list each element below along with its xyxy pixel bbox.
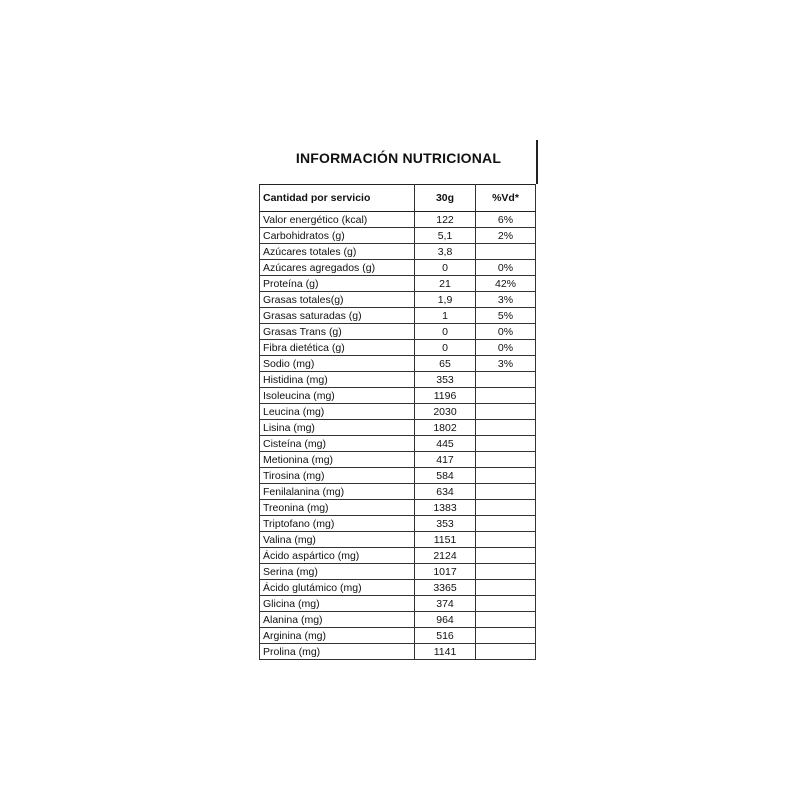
nutrient-quantity-cell: 21 — [415, 276, 476, 292]
table-row — [260, 628, 536, 644]
nutrition-label — [259, 140, 538, 660]
table-row — [260, 580, 536, 596]
nutrient-daily-value-cell: 6% — [476, 212, 536, 228]
nutrient-daily-value-cell — [476, 516, 536, 532]
table-row — [260, 244, 536, 260]
nutrient-daily-value-cell — [476, 500, 536, 516]
nutrient-daily-value-cell: 2% — [476, 228, 536, 244]
nutrient-daily-value-cell — [476, 468, 536, 484]
nutrient-quantity-cell: 3365 — [415, 580, 476, 596]
nutrient-name-cell: Carbohidratos (g) — [260, 228, 415, 244]
nutrient-name-cell: Metionina (mg) — [260, 452, 415, 468]
nutrient-daily-value-cell: 0% — [476, 324, 536, 340]
table-row — [260, 468, 536, 484]
nutrient-quantity-cell: 964 — [415, 612, 476, 628]
table-row — [260, 388, 536, 404]
nutrient-name-cell: Tirosina (mg) — [260, 468, 415, 484]
nutrient-name-cell: Grasas totales(g) — [260, 292, 415, 308]
nutrient-daily-value-cell — [476, 532, 536, 548]
nutrient-name-cell: Triptofano (mg) — [260, 516, 415, 532]
nutrient-quantity-cell: 1196 — [415, 388, 476, 404]
nutrient-daily-value-cell: 3% — [476, 356, 536, 372]
nutrient-quantity-cell: 0 — [415, 324, 476, 340]
table-row — [260, 532, 536, 548]
nutrient-quantity-cell: 1,9 — [415, 292, 476, 308]
label-title: INFORMACIÓN NUTRICIONAL — [295, 150, 502, 166]
nutrient-quantity-cell: 1151 — [415, 532, 476, 548]
nutrient-daily-value-cell — [476, 372, 536, 388]
nutrient-quantity-cell: 353 — [415, 516, 476, 532]
table-row — [260, 356, 536, 372]
nutrient-quantity-cell: 1141 — [415, 644, 476, 660]
table-row — [260, 644, 536, 660]
nutrient-daily-value-cell — [476, 436, 536, 452]
table-row — [260, 292, 536, 308]
table-row — [260, 212, 536, 228]
nutrient-name-cell: Grasas saturadas (g) — [260, 308, 415, 324]
nutrient-quantity-cell: 3,8 — [415, 244, 476, 260]
nutrient-name-cell: Serina (mg) — [260, 564, 415, 580]
nutrient-daily-value-cell — [476, 484, 536, 500]
nutrient-name-cell: Ácido glutámico (mg) — [260, 580, 415, 596]
nutrient-quantity-cell: 634 — [415, 484, 476, 500]
nutrient-daily-value-cell: 3% — [476, 292, 536, 308]
nutrient-name-cell: Proteína (g) — [260, 276, 415, 292]
nutrient-quantity-cell: 353 — [415, 372, 476, 388]
nutrition-table — [259, 184, 536, 660]
table-row — [260, 340, 536, 356]
nutrient-quantity-cell: 0 — [415, 260, 476, 276]
nutrient-daily-value-cell — [476, 612, 536, 628]
nutrient-name-cell: Prolina (mg) — [260, 644, 415, 660]
nutrient-name-cell: Isoleucina (mg) — [260, 388, 415, 404]
nutrient-daily-value-cell — [476, 420, 536, 436]
nutrient-quantity-cell: 5,1 — [415, 228, 476, 244]
table-row — [260, 596, 536, 612]
header-quantity: 30g — [415, 185, 476, 212]
nutrient-name-cell: Azúcares agregados (g) — [260, 260, 415, 276]
nutrient-daily-value-cell — [476, 644, 536, 660]
table-row — [260, 612, 536, 628]
nutrient-daily-value-cell: 0% — [476, 260, 536, 276]
nutrient-quantity-cell: 1383 — [415, 500, 476, 516]
nutrient-quantity-cell: 2124 — [415, 548, 476, 564]
table-row — [260, 500, 536, 516]
nutrient-quantity-cell: 122 — [415, 212, 476, 228]
nutrient-quantity-cell: 584 — [415, 468, 476, 484]
nutrient-name-cell: Lisina (mg) — [260, 420, 415, 436]
table-row — [260, 404, 536, 420]
table-row — [260, 276, 536, 292]
nutrient-name-cell: Glicina (mg) — [260, 596, 415, 612]
nutrient-daily-value-cell: 42% — [476, 276, 536, 292]
nutrient-name-cell: Fibra dietética (g) — [260, 340, 415, 356]
nutrient-quantity-cell: 1 — [415, 308, 476, 324]
nutrient-quantity-cell: 1017 — [415, 564, 476, 580]
nutrient-daily-value-cell — [476, 628, 536, 644]
header-daily-value: %Vd* — [476, 185, 536, 212]
nutrient-name-cell: Leucina (mg) — [260, 404, 415, 420]
label-edge-line — [536, 140, 538, 184]
nutrient-quantity-cell: 65 — [415, 356, 476, 372]
table-row — [260, 324, 536, 340]
nutrient-quantity-cell: 0 — [415, 340, 476, 356]
nutrient-quantity-cell: 374 — [415, 596, 476, 612]
nutrient-name-cell: Valina (mg) — [260, 532, 415, 548]
nutrient-name-cell: Histidina (mg) — [260, 372, 415, 388]
nutrient-daily-value-cell — [476, 244, 536, 260]
nutrient-name-cell: Alanina (mg) — [260, 612, 415, 628]
header-serving: Cantidad por servicio — [260, 185, 415, 212]
table-row — [260, 436, 536, 452]
nutrient-quantity-cell: 417 — [415, 452, 476, 468]
nutrient-quantity-cell: 1802 — [415, 420, 476, 436]
table-row — [260, 452, 536, 468]
table-row — [260, 308, 536, 324]
nutrient-name-cell: Valor energético (kcal) — [260, 212, 415, 228]
nutrient-daily-value-cell — [476, 580, 536, 596]
nutrient-name-cell: Fenilalanina (mg) — [260, 484, 415, 500]
table-row — [260, 372, 536, 388]
table-row — [260, 484, 536, 500]
nutrient-name-cell: Azúcares totales (g) — [260, 244, 415, 260]
nutrient-daily-value-cell — [476, 596, 536, 612]
nutrient-daily-value-cell — [476, 452, 536, 468]
nutrient-daily-value-cell — [476, 548, 536, 564]
nutrient-daily-value-cell: 5% — [476, 308, 536, 324]
nutrient-daily-value-cell — [476, 388, 536, 404]
table-row — [260, 516, 536, 532]
table-header-row — [260, 185, 536, 212]
nutrient-quantity-cell: 2030 — [415, 404, 476, 420]
nutrient-name-cell: Arginina (mg) — [260, 628, 415, 644]
nutrient-daily-value-cell: 0% — [476, 340, 536, 356]
nutrient-quantity-cell: 445 — [415, 436, 476, 452]
table-row — [260, 260, 536, 276]
nutrient-name-cell: Cisteína (mg) — [260, 436, 415, 452]
nutrient-quantity-cell: 516 — [415, 628, 476, 644]
nutrient-name-cell: Treonina (mg) — [260, 500, 415, 516]
nutrient-daily-value-cell — [476, 564, 536, 580]
nutrient-name-cell: Grasas Trans (g) — [260, 324, 415, 340]
nutrient-name-cell: Ácido aspártico (mg) — [260, 548, 415, 564]
table-row — [260, 228, 536, 244]
table-row — [260, 564, 536, 580]
table-row — [260, 548, 536, 564]
table-body — [260, 212, 536, 660]
nutrient-name-cell: Sodio (mg) — [260, 356, 415, 372]
table-row — [260, 420, 536, 436]
nutrient-daily-value-cell — [476, 404, 536, 420]
